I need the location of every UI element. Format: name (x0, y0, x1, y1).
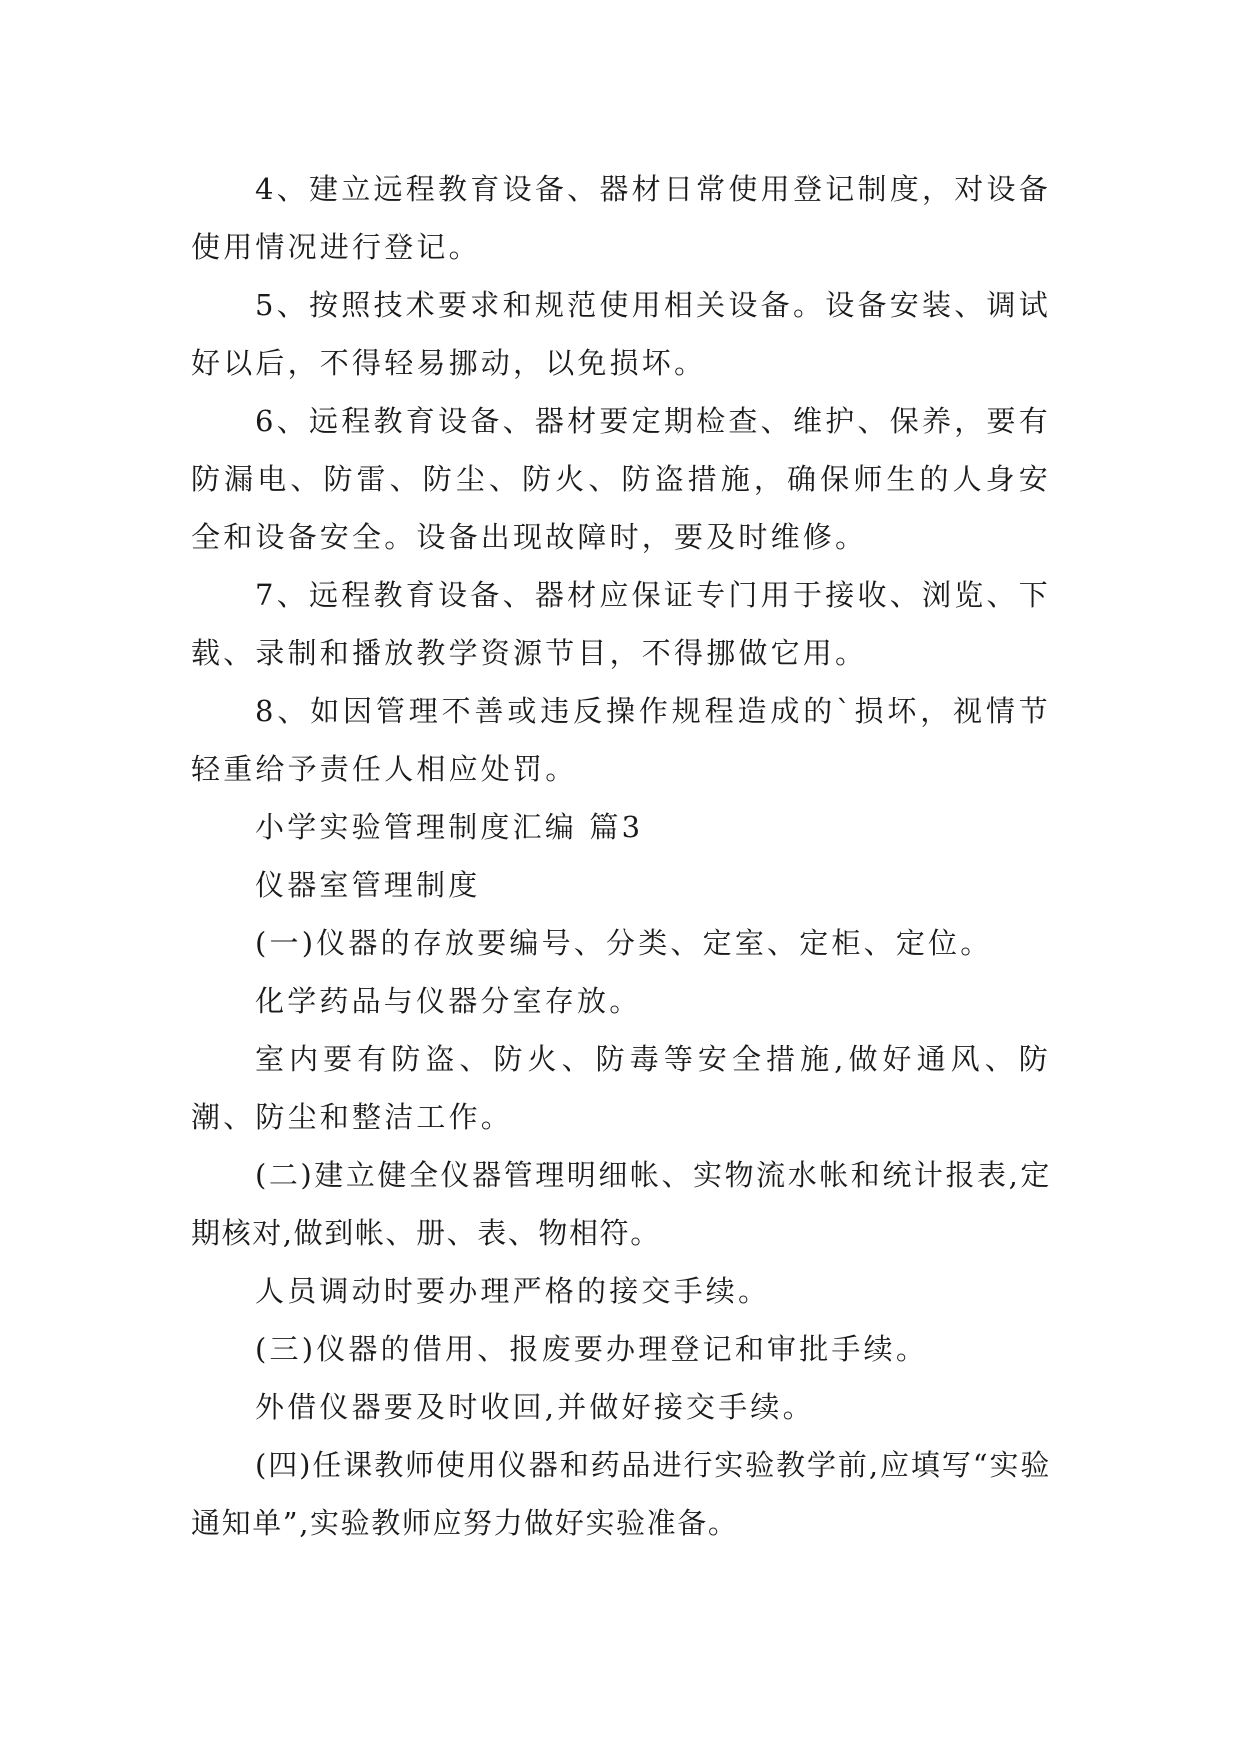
paragraph-item-7: 7、远程教育设备、器材应保证专门用于接收、浏览、下载、录制和播放教学资源节目，不得挪做它用。 (191, 578, 1051, 670)
document-body (191, 160, 1051, 1552)
rule-4: (四)任课教师使用仪器和药品进行实验教学前,应填写“实验通知单”,实验教师应努力做好实验准备。 (191, 1448, 1051, 1540)
rule-2: (二)建立健全仪器管理明细帐、实物流水帐和统计报表,定期核对,做到帐、册、表、物相符。 (191, 1158, 1051, 1250)
paragraph-item-6: 6、远程教育设备、器材要定期检查、维护、保养，要有防漏电、防雷、防尘、防火、防盗措施，确保师生的人身安全和设备安全。设备出现故障时，要及时维修。 (191, 404, 1051, 554)
paragraph-item-8: 8、如因管理不善或违反操作规程造成的`损坏，视情节轻重给予责任人相应处罚。 (191, 694, 1051, 786)
paragraph-item-4: 4、建立远程教育设备、器材日常使用登记制度，对设备使用情况进行登记。 (191, 172, 1051, 264)
subsection-heading: 仪器室管理制度 (255, 868, 481, 902)
paragraph-item-5: 5、按照技术要求和规范使用相关设备。设备安装、调试好以后，不得轻易挪动，以免损坏。 (191, 288, 1051, 380)
rule-3-note-lending: 外借仪器要及时收回,并做好接交手续。 (255, 1390, 815, 1424)
rule-2-note-handover: 人员调动时要办理严格的接交手续。 (255, 1274, 771, 1308)
section-heading: 小学实验管理制度汇编 篇3 (255, 810, 644, 844)
rule-3: (三)仪器的借用、报废要办理登记和审批手续。 (255, 1332, 929, 1366)
rule-1-note-safety: 室内要有防盗、防火、防毒等安全措施,做好通风、防潮、防尘和整洁工作。 (191, 1042, 1051, 1134)
rule-1-note-storage: 化学药品与仪器分室存放。 (255, 984, 642, 1018)
rule-1: (一)仪器的存放要编号、分类、定室、定柜、定位。 (255, 926, 993, 960)
